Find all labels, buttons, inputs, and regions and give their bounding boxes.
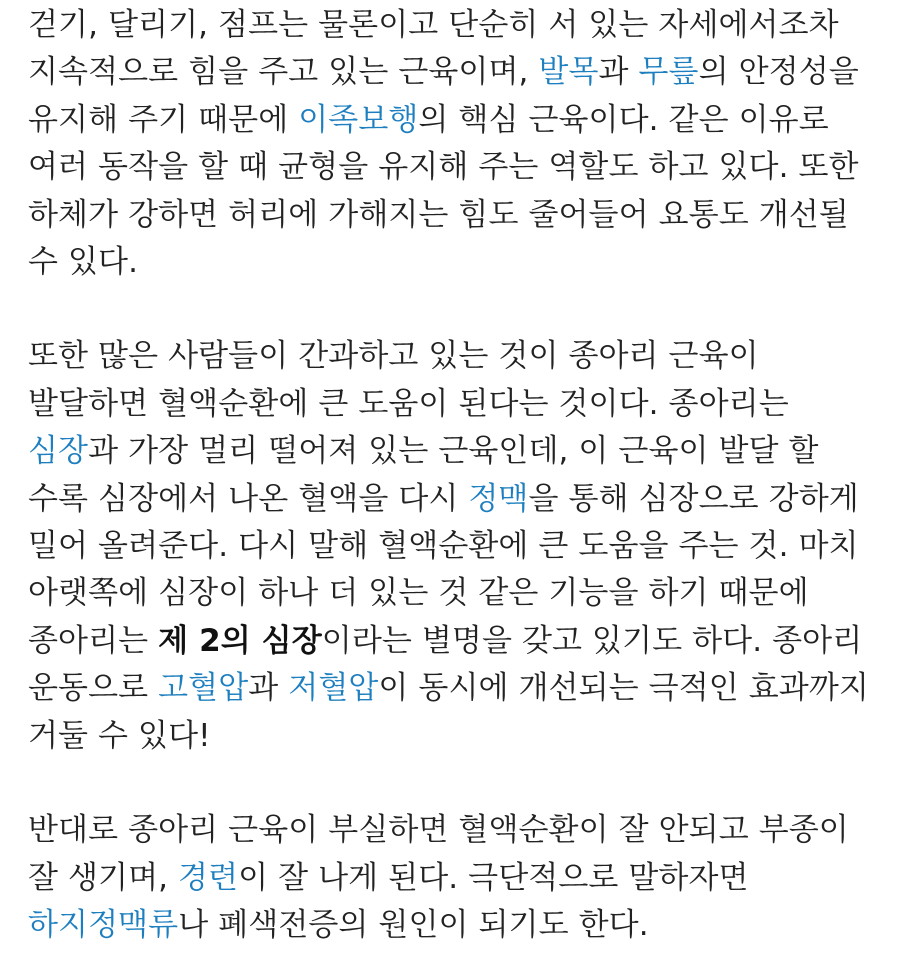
link-varicose-veins[interactable]: 하지정맥류: [28, 906, 179, 943]
text-segment: 을 통해 심장으로 강하게 밀어 올려준다. 다시 말해 혈액순환에 큰 도움을 주는 것. 마치 아랫쪽에 심장이 하나 더 있는 것 같은 기능을 하기 때문에 종아리는: [28, 480, 859, 659]
link-ankle[interactable]: 발목: [538, 54, 599, 91]
link-cramp[interactable]: 경련: [178, 859, 239, 896]
paragraph-3: [28, 807, 876, 949]
text-segment: 과 가장 멀리 떨어져 있는 근육인데, 이 근육이 발달 할 수록 심장에서 나온 혈액을 다시: [28, 433, 819, 517]
text-segment: 반대로 종아리 근육이 부실하면 혈액순환이 잘 안되고 부종이 잘 생기며,: [28, 812, 849, 896]
text-segment: 걷기, 달리기, 점프는 물론이고 단순히 서 있는 자세에서조차 지속적으로 힘을 주고 있는 근육이며,: [28, 7, 839, 91]
link-vein[interactable]: 정맥: [468, 480, 529, 517]
paragraph-2: [28, 333, 876, 760]
emphasis-second-heart: 제 2의 심장: [158, 622, 322, 659]
text-segment: 또한 많은 사람들이 간과하고 있는 것이 종아리 근육이 발달하면 혈액순환에 큰 도움이 된다는 것이다. 종아리는: [28, 338, 789, 422]
text-segment: 이라는 별명을 갖고 있기도 하다. 종아리 운동으로: [28, 622, 863, 707]
text-segment: 의 안정성을 유지해 주기 때문에: [28, 54, 859, 138]
text-segment: 과: [598, 54, 639, 91]
text-segment: 이 동시에 개선되는 극적인 효과까지 거둘 수 있다!: [28, 670, 869, 754]
link-knee[interactable]: 무릎: [638, 54, 699, 91]
link-heart[interactable]: 심장: [28, 433, 89, 470]
text-segment: 과: [248, 670, 289, 707]
link-bipedalism[interactable]: 이족보행: [298, 101, 419, 138]
text-segment: 의 핵심 근육이다. 같은 이유로 여러 동작을 할 때 균형을 유지해 주는 역할도 하고 있다. 또한 하체가 강하면 허리에 가해지는 힘도 줄어들어 요통도 개선될 수 있다.: [28, 101, 859, 281]
text-segment: 나 폐색전증의 원인이 되기도 한다.: [178, 906, 649, 943]
link-hypertension[interactable]: 고혈압: [158, 670, 249, 707]
link-hypotension[interactable]: 저혈압: [288, 670, 379, 707]
paragraph-1: [28, 2, 876, 286]
text-segment: 이 잘 나게 된다. 극단적으로 말하자면: [238, 859, 749, 896]
